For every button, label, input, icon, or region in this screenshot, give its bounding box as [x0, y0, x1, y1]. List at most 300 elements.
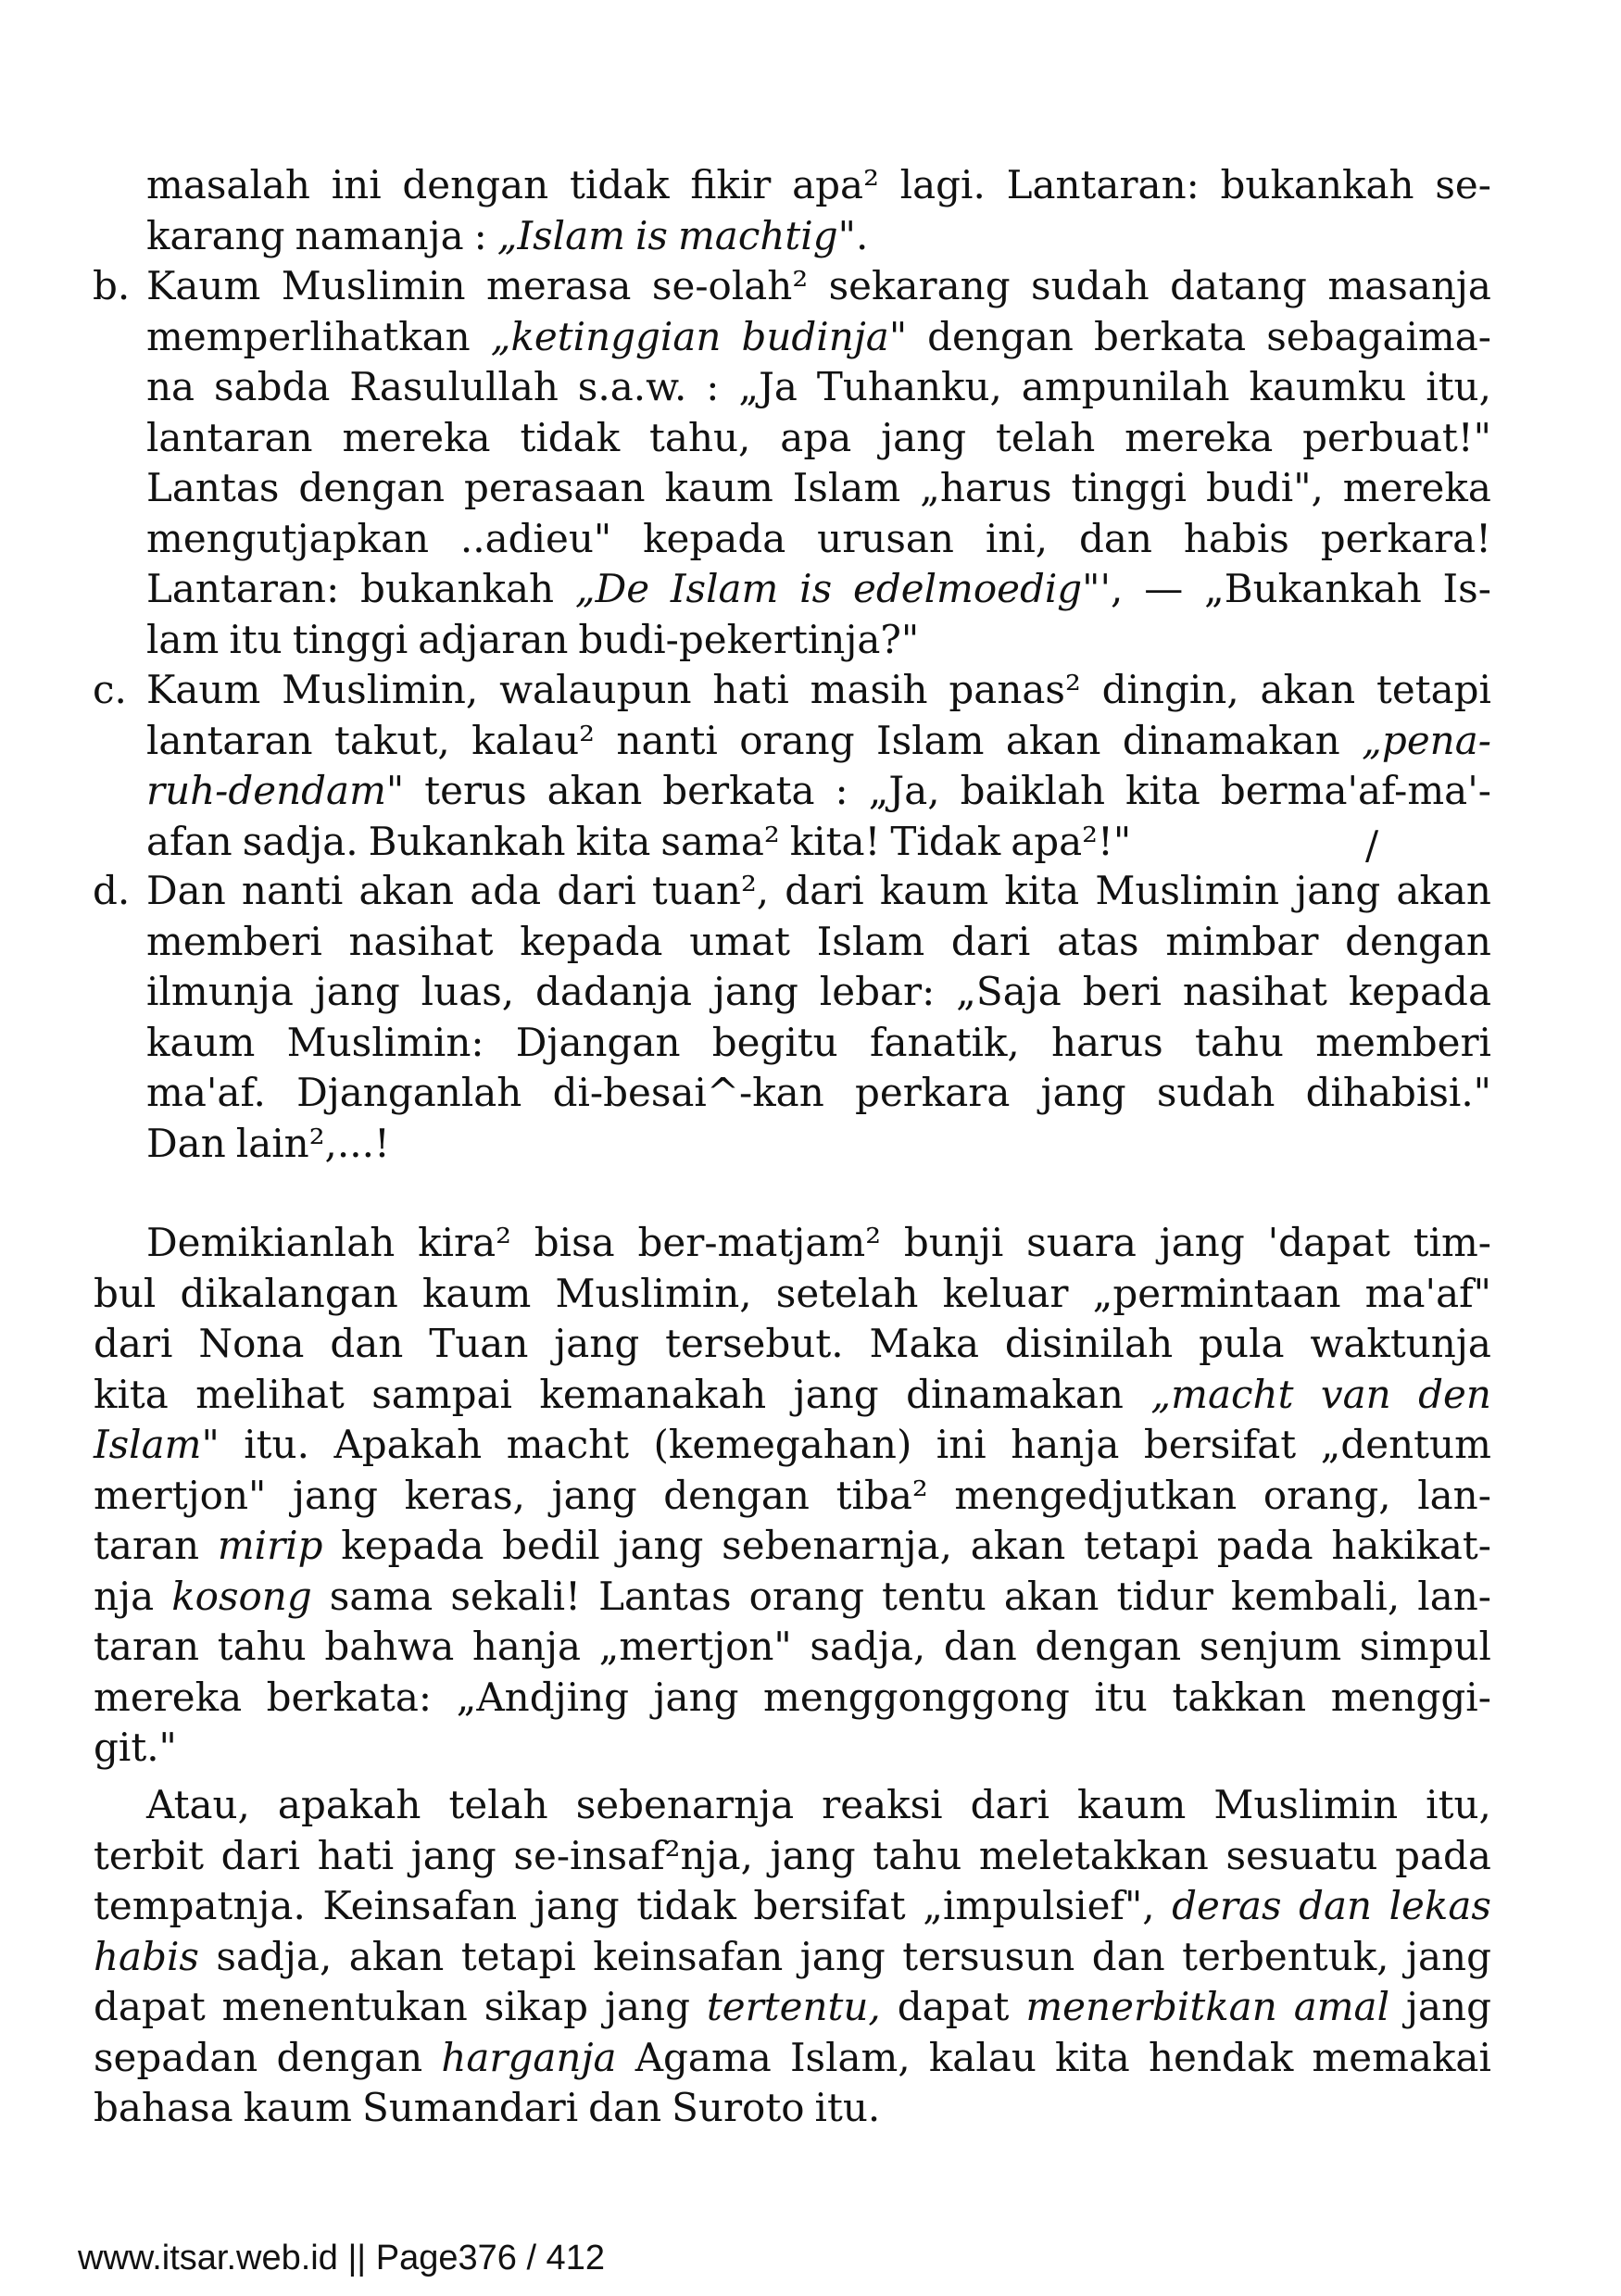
word: namanja [295, 213, 464, 258]
word: hakikat- [1331, 1523, 1491, 1568]
word-group [954, 1471, 1237, 1521]
word: dengan [927, 314, 1074, 359]
word-group [739, 716, 854, 766]
word: apa² [792, 162, 879, 207]
word: datang [1170, 263, 1307, 308]
word-group [853, 564, 1123, 614]
word: Nona [198, 1321, 305, 1366]
word: jang [1295, 868, 1381, 913]
word: kaum [421, 1271, 532, 1316]
word-group [712, 665, 788, 715]
word-group [282, 261, 466, 311]
word-group [1199, 1319, 1284, 1369]
word-group [1170, 261, 1307, 311]
word: dan [1091, 1934, 1165, 1979]
word: lain²,...! [235, 1121, 390, 1166]
word-group [146, 917, 322, 967]
word-group [1362, 716, 1491, 766]
word: (kemegahan) [653, 1422, 912, 1467]
word-group [1031, 261, 1150, 311]
word: afan [146, 819, 232, 864]
word-group [146, 160, 310, 210]
word: bahwa [324, 1624, 455, 1669]
word-group [94, 1622, 199, 1672]
word-group [1417, 1471, 1491, 1521]
word-group [472, 1622, 581, 1672]
word-group [513, 1831, 753, 1881]
text-line [146, 362, 1491, 412]
word-group [793, 463, 900, 513]
word-group [1426, 362, 1491, 412]
word: luas, [421, 969, 515, 1014]
word: „pena- [1362, 718, 1491, 763]
word-group [349, 917, 494, 967]
word: lan- [1417, 1574, 1491, 1619]
text-line [146, 463, 1491, 513]
word-group [1117, 1572, 1213, 1622]
word-group [1184, 514, 1289, 564]
word-group [535, 967, 692, 1017]
word-group [94, 1471, 266, 1521]
word-group [817, 514, 954, 564]
word-group [855, 1068, 1010, 1118]
word: „permintaan [1092, 1271, 1341, 1316]
word-group [605, 1982, 690, 2032]
word-group [146, 1068, 266, 1118]
word-group [146, 362, 195, 412]
word: : [706, 364, 720, 409]
word: simpul [1359, 1624, 1491, 1669]
word: tuan², [651, 868, 770, 913]
word: Demikianlah [146, 1220, 396, 1265]
word-group [660, 817, 779, 867]
word: Lantas [146, 465, 280, 510]
word: kemanakah [539, 1372, 767, 1417]
word: perasaan [464, 465, 646, 510]
word: ini [331, 162, 382, 207]
word-group [322, 1881, 517, 1931]
word: tiba² [836, 1473, 928, 1518]
word-group [1071, 463, 1187, 513]
word-group [1321, 1370, 1391, 1420]
text-line [146, 866, 1491, 916]
word: sama [329, 1574, 434, 1619]
word: baiklah [960, 768, 1105, 813]
word-group [1268, 1218, 1390, 1268]
word-group [956, 967, 1062, 1017]
text-line [94, 1471, 1491, 1521]
word: na [146, 364, 195, 409]
word-group [94, 1319, 172, 1369]
word-group [618, 1521, 703, 1571]
word-group [929, 2033, 1037, 2083]
word: sekarang [828, 263, 1011, 308]
word-group [471, 716, 595, 766]
word-group [94, 2083, 233, 2133]
word: „Andjing [456, 1675, 629, 1720]
word-group [794, 1370, 879, 1420]
word-group [836, 766, 848, 816]
word: dengan [276, 2035, 423, 2080]
word: jang [292, 1473, 378, 1518]
word-group [474, 211, 487, 261]
word: is [635, 213, 668, 258]
word: Muslimin [1213, 1782, 1399, 1827]
word-group [146, 866, 226, 916]
word-group [1083, 967, 1162, 1017]
word: kita [1004, 868, 1080, 913]
word-group [643, 514, 785, 564]
text-line [94, 1932, 1491, 1982]
word-group [349, 362, 559, 412]
word: menerbitkan [1025, 1984, 1277, 2029]
word-group [1213, 1780, 1398, 1830]
word-group [171, 1572, 312, 1622]
word-group [790, 2033, 911, 2083]
word-group [1004, 866, 1079, 916]
word: Djanganlah [296, 1070, 522, 1115]
text-line [94, 1673, 1491, 1723]
word: Dan [146, 1121, 226, 1166]
word: nasihat [1182, 969, 1327, 1014]
word-group [1160, 1218, 1245, 1268]
word: kita [1125, 768, 1200, 813]
text-line [94, 1831, 1491, 1881]
word: ampunilah [1021, 364, 1230, 409]
word: perkara [854, 1070, 1011, 1115]
word: begitu [711, 1020, 838, 1065]
word-group [1022, 362, 1230, 412]
word: berkata [1093, 314, 1247, 359]
word-group [578, 615, 919, 665]
word-group [242, 866, 343, 916]
list-marker-b: b. [93, 263, 131, 308]
word-group [1005, 1319, 1173, 1369]
word-group [800, 1932, 886, 1982]
word-group [810, 1622, 925, 1672]
word: dan [1078, 516, 1152, 561]
word: s.a.w. [577, 364, 687, 409]
word-group [146, 1780, 250, 1830]
text-line [146, 564, 1491, 614]
word-group [578, 362, 687, 412]
word-group [146, 514, 429, 564]
word-group [882, 1572, 986, 1622]
word: machtig [677, 213, 838, 258]
word: itu, [1426, 1782, 1491, 1827]
word-group [94, 1673, 242, 1723]
word-group [1414, 1218, 1491, 1268]
word-group [636, 1881, 736, 1931]
word: lekas [1389, 1883, 1491, 1928]
text-line [94, 1982, 1491, 2032]
word: itu, [1426, 364, 1491, 409]
word: senjum [1199, 1624, 1342, 1669]
word-group [1011, 817, 1131, 867]
word: perkara! [1320, 516, 1491, 561]
word: se-olah² [651, 263, 809, 308]
word: " [201, 1422, 220, 1467]
word-group [244, 1420, 309, 1470]
word-group [1376, 665, 1491, 715]
word: memperlihatkan [146, 314, 471, 359]
word: akan [970, 1523, 1066, 1568]
word: Tidak [890, 819, 1001, 864]
word-group [927, 312, 1074, 362]
word: Suroto [672, 2085, 805, 2130]
word-group [1144, 564, 1183, 614]
word: ini [936, 1422, 986, 1467]
word: pada [1216, 1523, 1313, 1568]
word: tersebut. [665, 1321, 844, 1366]
word: hanja [1011, 1422, 1120, 1467]
word-group [94, 1420, 220, 1470]
word-group [1007, 160, 1200, 210]
text-line [146, 312, 1491, 362]
word: terbentuk, [1182, 1934, 1389, 1979]
word: dapat [897, 1984, 1010, 2029]
word-group [229, 615, 282, 665]
word: Islam, [789, 2035, 911, 2080]
word-group [146, 312, 471, 362]
word-group [342, 413, 490, 463]
word-group [330, 1319, 403, 1369]
word-group [1004, 1572, 1100, 1622]
word-group [1041, 1068, 1126, 1118]
word-group [298, 463, 445, 513]
word-group [822, 1780, 942, 1830]
word-group [1094, 1673, 1147, 1723]
word-group [422, 1269, 531, 1319]
word: Lantaran: [1006, 162, 1200, 207]
word: bul [94, 1271, 157, 1316]
word: — [1144, 566, 1184, 611]
word-group [902, 1932, 1074, 1982]
word-group [570, 160, 670, 210]
word: tinggi [292, 617, 408, 662]
word: setelah [775, 1271, 919, 1316]
word-group [712, 1018, 838, 1068]
word-group [330, 1572, 433, 1622]
word: Sumandari [361, 2085, 579, 2130]
word: akan [547, 768, 643, 813]
word: akan [1003, 1574, 1100, 1619]
word-group [1360, 1622, 1491, 1672]
word: kepada [520, 919, 663, 964]
word: „impulsief", [923, 1883, 1155, 1928]
word: dengan [663, 1473, 810, 1518]
word-group [146, 261, 260, 311]
word: mereka [1125, 415, 1274, 460]
word: hendak [1148, 2035, 1294, 2080]
word-group [362, 2083, 578, 2133]
word: kaum [243, 2085, 352, 2130]
word-group [333, 1420, 482, 1470]
word: kosong [171, 1574, 312, 1619]
word: dadanja [535, 969, 692, 1014]
word: sesuatu [1225, 1833, 1378, 1878]
word-group [218, 1622, 307, 1672]
word: lebar: [819, 969, 936, 1014]
word-group [222, 1982, 468, 2032]
word-group [836, 1471, 928, 1521]
word: itu. [814, 2085, 881, 2130]
word-group [243, 817, 358, 867]
word: akan [1005, 718, 1101, 763]
word: sebenarnja, [722, 1523, 952, 1568]
word-group [146, 716, 313, 766]
word: terbit [94, 1833, 205, 1878]
word-group [146, 615, 219, 665]
word: dan [588, 2085, 662, 2130]
word: meletakkan [978, 1833, 1209, 1878]
word: lam [146, 617, 220, 662]
word: ada [470, 868, 542, 913]
word: "', [1082, 566, 1124, 611]
word-group [1195, 1018, 1284, 1068]
word-group [1221, 766, 1491, 816]
text-line [94, 1319, 1491, 1369]
word: dari [220, 1833, 301, 1878]
word: Rasulullah [349, 364, 559, 409]
word-group [817, 917, 924, 967]
word: jang [534, 1883, 620, 1928]
word-group [1095, 866, 1279, 916]
word: hanja [471, 1624, 582, 1669]
word: atas [1057, 919, 1139, 964]
word: akan [1260, 667, 1356, 712]
word: Islam [670, 566, 779, 611]
word-group [1331, 1673, 1491, 1723]
word-group [749, 1572, 864, 1622]
word: Atau, [146, 1782, 250, 1827]
word-group [1092, 1932, 1165, 1982]
word: Apakah [333, 1422, 483, 1467]
word-group [815, 2083, 881, 2133]
word: keinsafan [593, 1934, 784, 1979]
word-group [1217, 1521, 1313, 1571]
word: walaupun [499, 667, 692, 712]
word: tetapi [1084, 1523, 1200, 1568]
word: itu [229, 617, 283, 662]
word: dari [94, 1321, 173, 1366]
word: kita [575, 819, 651, 864]
word-group [906, 1370, 1124, 1420]
word-group [944, 1622, 1017, 1672]
word-group [146, 463, 279, 513]
word-group [920, 463, 1052, 513]
word: pula [1199, 1321, 1285, 1366]
word-group [334, 716, 450, 766]
word: sudah [1156, 1070, 1275, 1115]
word: " [385, 768, 405, 813]
word-group [287, 1018, 484, 1068]
word: nasihat [348, 919, 494, 964]
word-group [1051, 1018, 1163, 1068]
word-group [713, 967, 798, 1017]
word: dingin, [1101, 667, 1239, 712]
word: „Saja [956, 969, 1062, 1014]
word-group [1204, 564, 1422, 614]
word: orang, [1263, 1473, 1391, 1518]
word: mengutjapkan [146, 516, 430, 561]
word-group [555, 1269, 751, 1319]
word: Bukankah [368, 819, 566, 864]
word: Islam [792, 465, 901, 510]
word-group [520, 917, 662, 967]
word-group [349, 1932, 445, 1982]
word: „De [574, 566, 650, 611]
word: kira² [418, 1220, 511, 1265]
word-group [576, 817, 651, 867]
word-group [672, 2083, 804, 2133]
word-group [461, 1932, 576, 1982]
word-group [547, 766, 643, 816]
word: Kaum [146, 667, 261, 712]
word-group [1306, 1068, 1491, 1118]
word-group [359, 866, 455, 916]
word-group [236, 1119, 390, 1169]
word: kita [94, 1372, 169, 1417]
word-group [534, 1881, 620, 1931]
word-group [429, 1319, 528, 1369]
word: mimbar [1165, 919, 1319, 964]
word-group [635, 211, 668, 261]
word-group [635, 2033, 772, 2083]
word-group [707, 1982, 881, 2032]
word-group [405, 1471, 525, 1521]
word-group [1443, 564, 1491, 614]
word: bunji [903, 1220, 1004, 1265]
word: jang [793, 1372, 879, 1417]
word: Islam [94, 1422, 202, 1467]
word-group [464, 463, 646, 513]
word-group [267, 1673, 432, 1723]
word: tetapi [460, 1934, 576, 1979]
word-group [575, 564, 649, 614]
word-group [1200, 1622, 1341, 1672]
word: ruh-dendam [146, 768, 386, 813]
word-group [146, 967, 294, 1017]
word-group [881, 413, 966, 463]
word-group [448, 1780, 547, 1830]
word-group [1123, 716, 1340, 766]
word: amal [1293, 1984, 1390, 2029]
word: „ketinggian [490, 314, 722, 359]
word-group [146, 817, 232, 867]
word-group [1006, 716, 1101, 766]
word: jang [410, 1833, 496, 1878]
word: berma'af-ma'- [1220, 768, 1491, 813]
word-group [94, 2033, 258, 2083]
word-group [1249, 362, 1406, 412]
word-group [869, 1319, 979, 1369]
word-group [923, 1881, 1154, 1931]
word: habis [1183, 516, 1289, 561]
word-group [278, 1780, 421, 1830]
word: sadja, [810, 1624, 926, 1669]
word: ..adieu" [459, 516, 612, 561]
word: tidak [636, 1883, 736, 1928]
word: masanja [1327, 263, 1491, 308]
word-group [576, 1780, 794, 1830]
word-group [470, 866, 541, 916]
text-line [146, 615, 1491, 665]
word: bedil [502, 1523, 600, 1568]
word-group [817, 362, 1002, 412]
word: sikap [484, 1984, 589, 2029]
word: jang [314, 969, 400, 1014]
